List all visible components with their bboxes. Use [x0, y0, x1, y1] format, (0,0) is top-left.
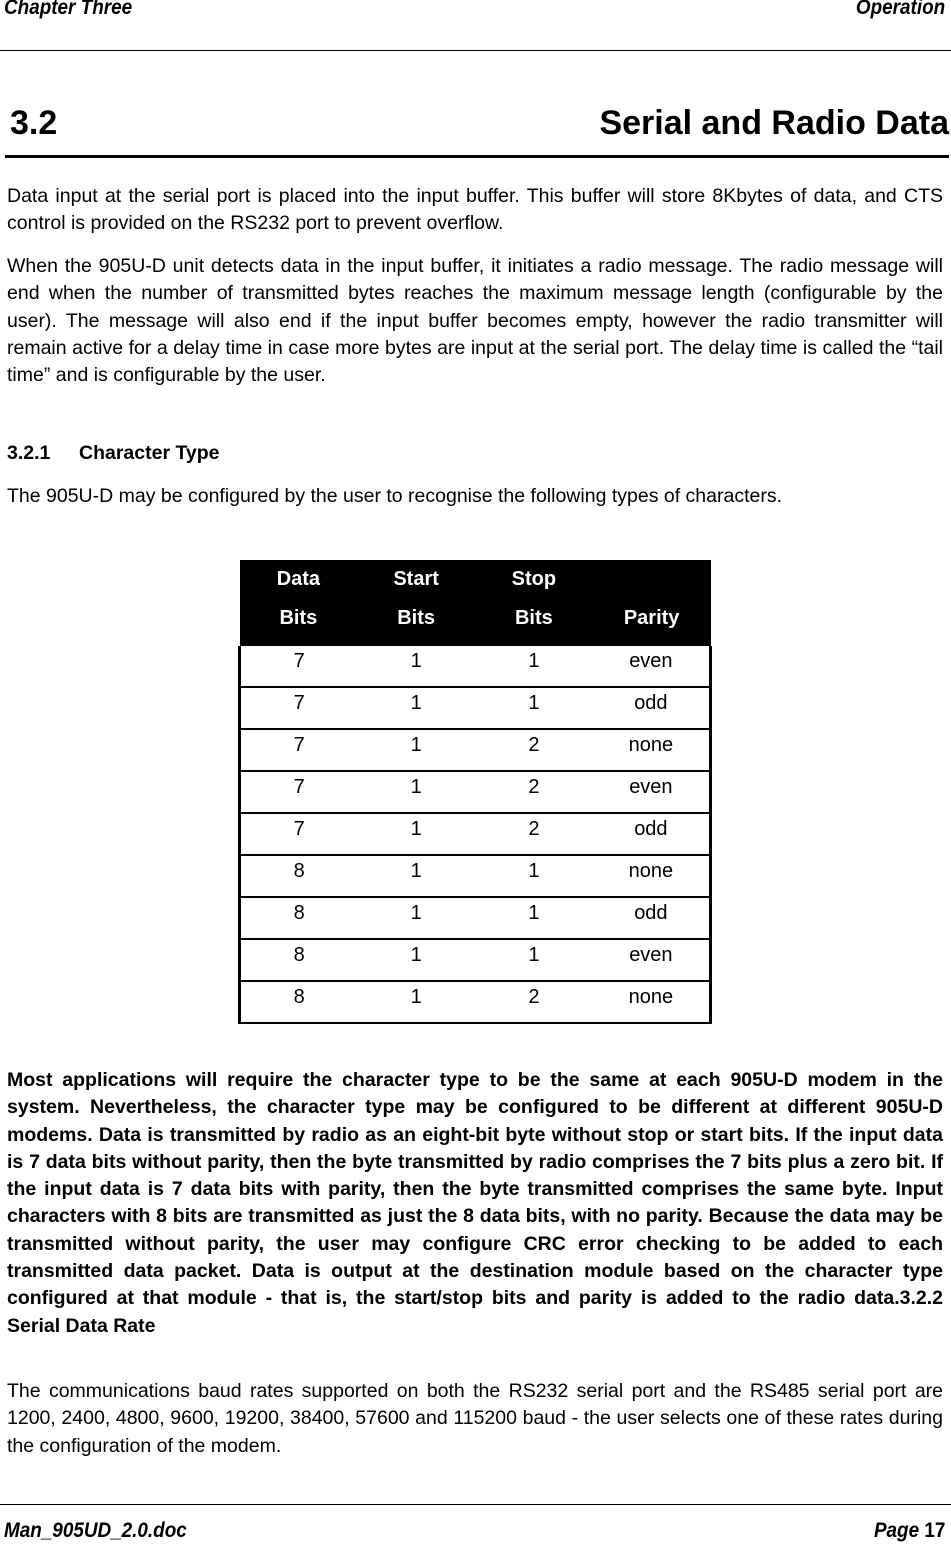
paragraph-character-type-notes: Most applications will require the character type to be the same at each 905U-D modem in the system. Nevertheless, the character type may be configured to be different at different 905U-D modems. Data is transmitted by radio as an eight-bit byte without stop or start bits. If the input data is 7 data bits without parity, then the byte transmitted by radio comprises the 7 bits plus a zero bit. If the input data is 7 data bits with parity, then the byte transmitted comprises the same byte. Input characters with 8 bits are transmitted as just the 8 data bits, with no parity. Because the data may be transmitted without parity, the user may configure CRC error checking to be added to each transmitted data packet. Data is output at the destination module based on the character type configured at that module - that is, the start/stop bits and parity is added to the radio data.3.2.2 Serial Data Rate: [7, 1069, 943, 1337]
running-header-section: Operation: [855, 0, 945, 19]
subsection-title: Character Type: [79, 442, 220, 464]
subsection-intro: The 905U-D may be configured by the user to recognise the following types of characters.: [7, 485, 782, 507]
table-row: 7 1 1 odd: [240, 687, 711, 729]
running-header-chapter: Chapter Three: [4, 0, 133, 19]
table-header-row: [240, 560, 711, 646]
page-label: Page: [873, 1519, 919, 1542]
section-number: 3.2: [10, 104, 58, 142]
footer-page: [874, 1519, 945, 1543]
table-row: 7 1 2 even: [240, 771, 711, 813]
section-heading: [10, 104, 949, 148]
paragraph-baud-rates: The communications baud rates supported on both the RS232 serial port and the RS485 serial port are 1200, 2400, 4800, 9600, 19200, 38400, 57600 and 115200 baud - the user selects one of these rates during the configuration of the modem.: [7, 1380, 943, 1457]
header-data-bits: Data Bits: [240, 560, 358, 646]
table-row: 8 1 1 odd: [240, 897, 711, 939]
section-title: Serial and Radio Data: [599, 104, 949, 142]
header-start-bits: Start Bits: [357, 560, 475, 646]
table-row: 7 1 2 odd: [240, 813, 711, 855]
table-row: 8 1 1 none: [240, 855, 711, 897]
paragraph-input-buffer: Data input at the serial port is placed into the input buffer. This buffer will store 8Kbytes of data, and CTS control is provided on the RS232 port to prevent overflow.: [7, 185, 943, 235]
page-number: 17: [923, 1519, 945, 1542]
subsection-heading: [7, 442, 220, 465]
header-parity: Parity: [593, 560, 711, 646]
heading-divider: [5, 155, 949, 158]
footer-divider: [0, 1504, 951, 1505]
header-divider: [0, 50, 951, 51]
table-row: 8 1 2 none: [240, 981, 711, 1023]
subsection-number: 3.2.1: [7, 442, 51, 464]
character-type-table: [238, 560, 712, 1024]
table-row: 7 1 1 even: [240, 646, 711, 687]
header-stop-bits: Stop Bits: [475, 560, 593, 646]
table-row: 8 1 1 even: [240, 939, 711, 981]
paragraph-radio-message: When the 905U-D unit detects data in the input buffer, it initiates a radio message. The radio message will end when the number of transmitted bytes reaches the maximum message length (configurable by the user). The message will also end if the input buffer becomes empty, however the radio transmitter will remain active for a delay time in case more bytes are input at the serial port. The delay time is called the “tail time” and is configurable by the user.: [7, 255, 943, 387]
table-row: 7 1 2 none: [240, 729, 711, 771]
footer-document-name: Man_905UD_2.0.doc: [4, 1519, 187, 1542]
